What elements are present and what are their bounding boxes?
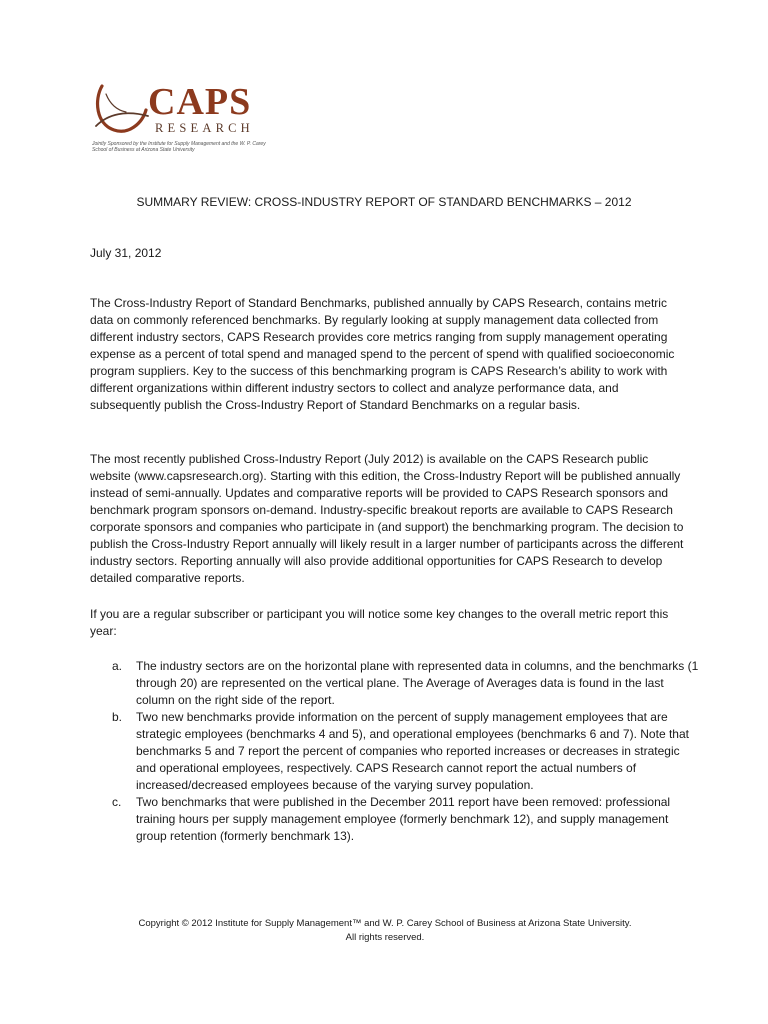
document-title: SUMMARY REVIEW: CROSS-INDUSTRY REPORT OF STANDARD BENCHMARKS – 2012 [136,195,632,209]
list-item-text: Two new benchmarks provide information on the percent of supply management employees that are strategic employees (benchmarks 4 and 5), and operational employees (benchmarks 6 and 7). Note that benchmarks 5 and 7 report the percent of companies who reported increases or decreases in strategic and operational employees, respectively. CAPS Research cannot report the actual numbers of increased/decreased employees because of the varying survey population. [136,710,689,792]
changes-list [112,658,702,845]
paragraph-intro: The Cross-Industry Report of Standard Benchmarks, published annually by CAPS Research, contains metric data on commonly referenced benchmarks. By regularly looking at supply management data collected from different industry sectors, CAPS Research provides core metrics ranging from supply management operating expense as a percent of total spend and managed spend to the percent of spend with qualified socioeconomic program suppliers. Key to the success of this benchmarking program is CAPS Research’s ability to work with different organizations within different industry sectors to collect and analyze performance data, and subsequently publish the Cross-Industry Report of Standard Benchmarks on a regular basis. [90,296,675,412]
list-item [112,658,702,709]
logo-research-text: RESEARCH [155,121,254,135]
list-item [112,794,702,845]
list-marker: b. [112,710,123,724]
list-marker: a. [112,659,123,673]
paragraph-publication: The most recently published Cross-Industry Report (July 2012) is available on the CAPS Research public website (www.capsresearch.org). Starting with this edition, the Cross-Industry Report will be published annually instead of semi-annually. Updates and comparative reports will be provided to CAPS Research sponsors and benchmark program sponsors on-demand. Industry-specific breakout reports are available to CAPS Research corporate sponsors and companies who participate in (and support) the benchmarking program. The decision to publish the Cross-Industry Report annually will likely result in a larger number of participants across the different industry sectors. Reporting annually will also provide additional opportunities for CAPS Research to develop detailed comparative reports. [90,452,684,585]
list-marker: c. [112,795,122,809]
paragraph-changes-intro: If you are a regular subscriber or participant you will notice some key changes to the overall metric report this year: [90,607,669,638]
logo-caps-text: CAPS [148,81,252,123]
logo-tagline: Jointly Sponsored by the Institute for Supply Management and the W. P. Carey School of Business at Arizona State University [92,141,266,153]
list-item-text: The industry sectors are on the horizontal plane with represented data in columns, and the benchmarks (1 through 20) are represented on the vertical plane. The Average of Averages data is found in the last column on the right side of the report. [136,659,699,707]
caps-research-logo [92,80,282,160]
copyright-line: Copyright © 2012 Institute for Supply Management™ and W. P. Carey School of Business at Arizona State University. [138,918,632,929]
caps-swirl-icon [92,80,152,142]
document-date: July 31, 2012 [90,246,162,260]
list-item [112,709,702,794]
list-item-text: Two benchmarks that were published in the December 2011 report have been removed: professional training hours per supply management employee (formerly benchmark 12), and supply management group retention (formerly benchmark 13). [136,795,671,843]
copyright-footer [100,917,670,945]
rights-line: All rights reserved. [345,932,425,943]
